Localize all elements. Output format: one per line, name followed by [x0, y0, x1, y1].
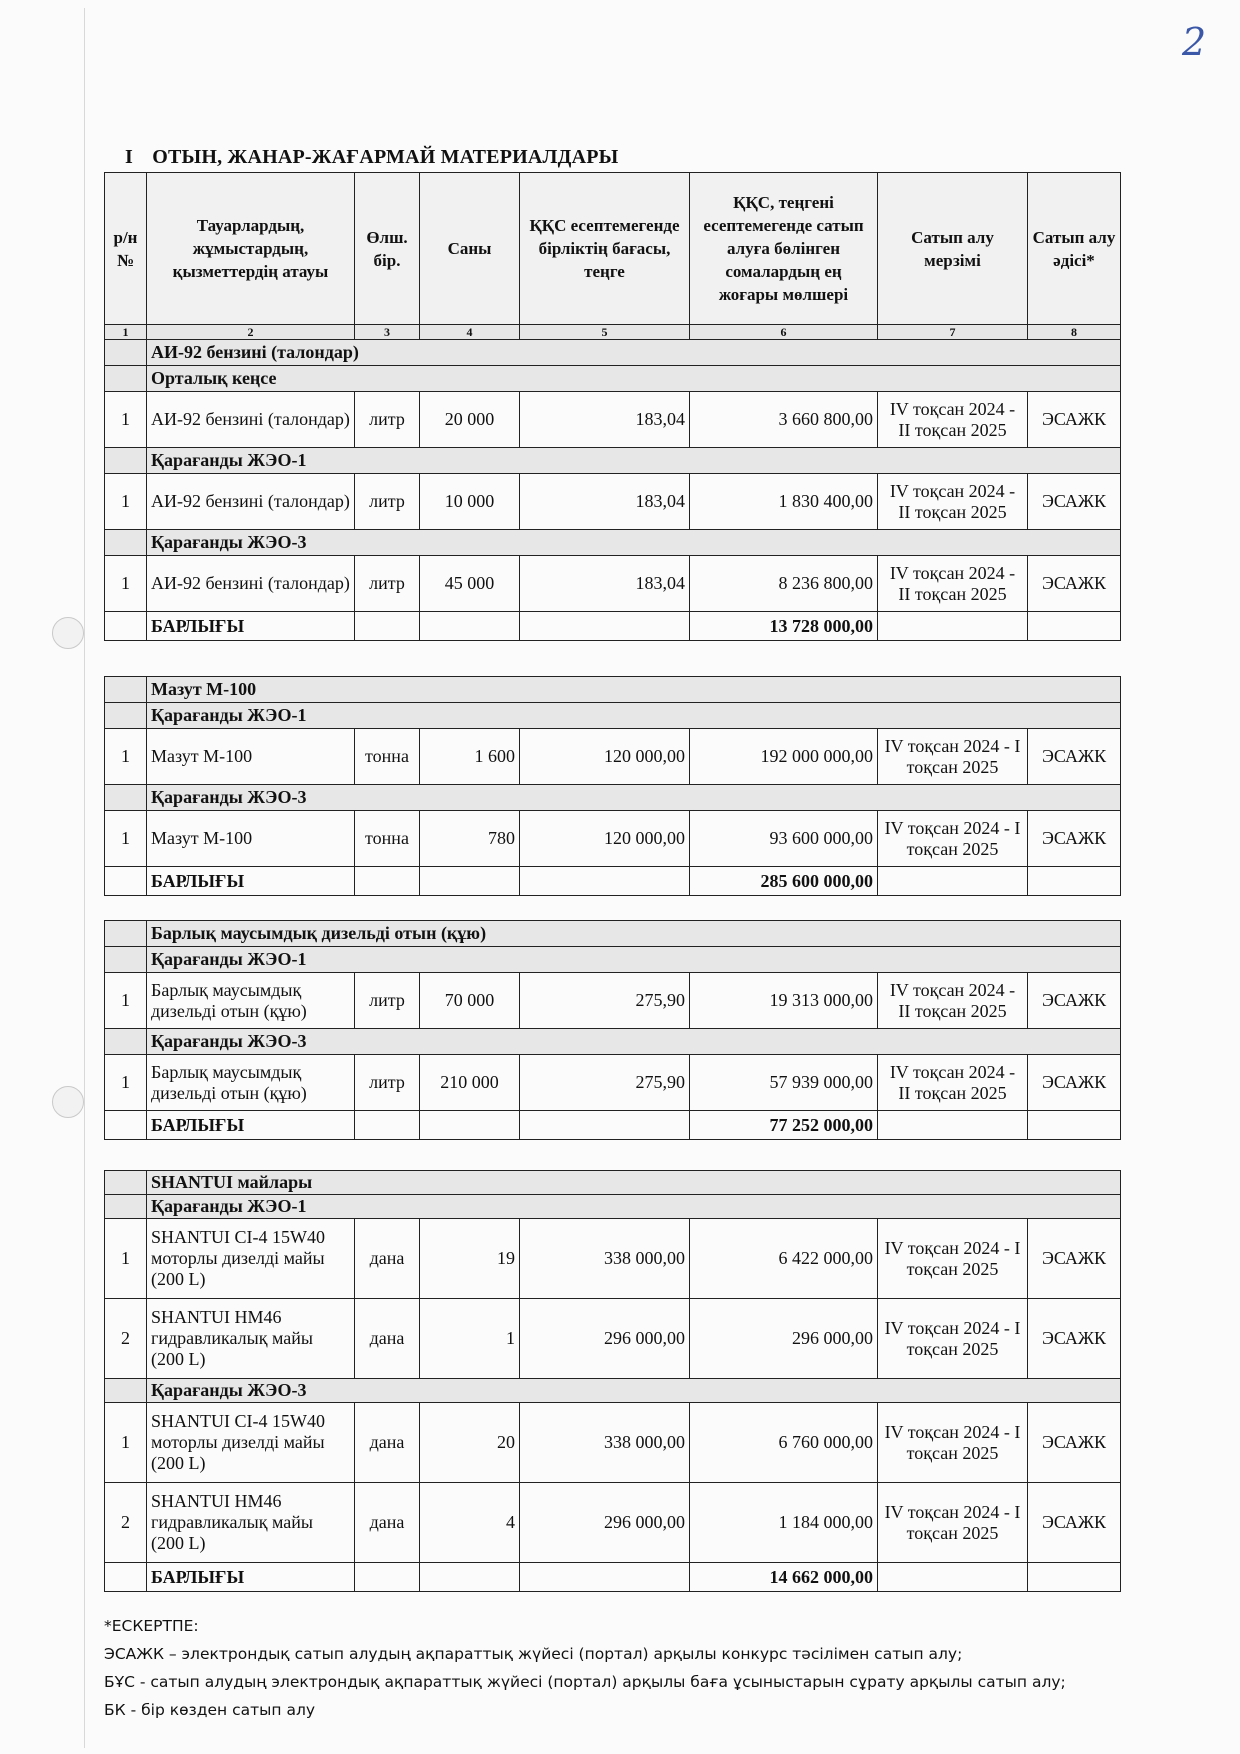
item-unit: литр: [355, 392, 420, 448]
item-price: 296 000,00: [520, 1299, 690, 1379]
item-method: ЭСАЖК: [1028, 556, 1121, 612]
item-name: АИ-92 бензині (талондар): [147, 556, 355, 612]
group-row: [105, 947, 1121, 973]
row-number: 1: [105, 556, 147, 612]
item-qty: 4: [420, 1483, 520, 1563]
item-period: IV тоқсан 2024 - I тоқсан 2025: [878, 1299, 1028, 1379]
row-number: 1: [105, 811, 147, 867]
item-unit: литр: [355, 1055, 420, 1111]
item-name: Мазут М-100: [147, 811, 355, 867]
row-number: 1: [105, 1403, 147, 1483]
punch-hole-bottom: [52, 1086, 86, 1116]
item-period: IV тоқсан 2024 - I тоқсан 2025: [878, 811, 1028, 867]
block-title-row: [105, 677, 1121, 703]
footnotes: [104, 1612, 1066, 1724]
item-qty: 1 600: [420, 729, 520, 785]
item-period: IV тоқсан 2024 - I тоқсан 2025: [878, 1219, 1028, 1299]
item-unit: литр: [355, 973, 420, 1029]
row-number: 1: [105, 1219, 147, 1299]
row-number: 2: [105, 1299, 147, 1379]
item-sum: 93 600 000,00: [690, 811, 878, 867]
group-name: Қарағанды ЖЭО-3: [147, 1379, 1121, 1403]
item-method: ЭСАЖК: [1028, 1403, 1121, 1483]
item-unit: тонна: [355, 729, 420, 785]
item-qty: 10 000: [420, 474, 520, 530]
block-title: Барлық маусымдық дизельді отын (құю): [147, 921, 1121, 947]
item-qty: 45 000: [420, 556, 520, 612]
item-unit: литр: [355, 474, 420, 530]
total-value: 285 600 000,00: [690, 867, 878, 896]
item-name: АИ-92 бензині (талондар): [147, 474, 355, 530]
item-method: ЭСАЖК: [1028, 811, 1121, 867]
group-name: Қарағанды ЖЭО-3: [147, 1029, 1121, 1055]
group-row: [105, 1029, 1121, 1055]
item-sum: 1 830 400,00: [690, 474, 878, 530]
item-sum: 19 313 000,00: [690, 973, 878, 1029]
item-name: SHANTUI CI-4 15W40 моторлы дизелді майы (200 L): [147, 1403, 355, 1483]
row-number: 1: [105, 973, 147, 1029]
item-sum: 57 939 000,00: [690, 1055, 878, 1111]
header-cell: ҚҚС есептемегенде бірліктің бағасы, теңге: [520, 173, 690, 325]
group-name: Орталық кеңсе: [147, 366, 1121, 392]
item-period: IV тоқсан 2024 - II тоқсан 2025: [878, 973, 1028, 1029]
item-name: Мазут М-100: [147, 729, 355, 785]
footnote-line: БК - бір көзден сатып алу: [104, 1701, 316, 1719]
item-price: 120 000,00: [520, 811, 690, 867]
column-number: 8: [1028, 325, 1121, 340]
item-sum: 1 184 000,00: [690, 1483, 878, 1563]
item-method: ЭСАЖК: [1028, 1055, 1121, 1111]
table-row: [105, 1299, 1121, 1379]
table-row: [105, 1483, 1121, 1563]
group-name: Қарағанды ЖЭО-3: [147, 785, 1121, 811]
item-name: Барлық маусымдық дизельді отын (құю): [147, 973, 355, 1029]
table-block-1: [104, 172, 1121, 641]
block-title: Мазут М-100: [147, 677, 1121, 703]
item-period: IV тоқсан 2024 - II тоқсан 2025: [878, 392, 1028, 448]
header-cell: р/н №: [105, 173, 147, 325]
item-method: ЭСАЖК: [1028, 392, 1121, 448]
header-cell: Тауарлардың, жұмыстардың, қызметтердің атауы: [147, 173, 355, 325]
block-title: АИ-92 бензині (талондар): [147, 340, 1121, 366]
item-period: IV тоқсан 2024 - I тоқсан 2025: [878, 1483, 1028, 1563]
column-number: 4: [420, 325, 520, 340]
group-name: Қарағанды ЖЭО-1: [147, 947, 1121, 973]
item-price: 275,90: [520, 973, 690, 1029]
total-label: БАРЛЫҒЫ: [147, 612, 355, 641]
item-name: SHANTUI HM46 гидравликалық майы (200 L): [147, 1299, 355, 1379]
table-row: [105, 1219, 1121, 1299]
total-row: [105, 612, 1121, 641]
column-number: 2: [147, 325, 355, 340]
table-block-3: [104, 920, 1121, 1140]
item-sum: 296 000,00: [690, 1299, 878, 1379]
block-title-row: [105, 921, 1121, 947]
item-qty: 780: [420, 811, 520, 867]
header-cell: Сатып алу мерзімі: [878, 173, 1028, 325]
item-method: ЭСАЖК: [1028, 474, 1121, 530]
item-unit: дана: [355, 1299, 420, 1379]
handwritten-page-number: 2: [1182, 20, 1207, 64]
item-sum: 6 760 000,00: [690, 1403, 878, 1483]
group-row: [105, 1379, 1121, 1403]
section-title: [125, 146, 619, 169]
table-block-2: [104, 676, 1121, 896]
item-unit: дана: [355, 1219, 420, 1299]
item-method: ЭСАЖК: [1028, 973, 1121, 1029]
item-sum: 8 236 800,00: [690, 556, 878, 612]
row-number: 1: [105, 1055, 147, 1111]
row-number: 1: [105, 729, 147, 785]
item-price: 338 000,00: [520, 1219, 690, 1299]
item-price: 338 000,00: [520, 1403, 690, 1483]
row-number: 1: [105, 474, 147, 530]
item-price: 120 000,00: [520, 729, 690, 785]
item-price: 183,04: [520, 556, 690, 612]
item-method: ЭСАЖК: [1028, 1219, 1121, 1299]
group-row: [105, 703, 1121, 729]
item-qty: 20 000: [420, 392, 520, 448]
group-name: Қарағанды ЖЭО-1: [147, 703, 1121, 729]
total-row: [105, 1111, 1121, 1140]
group-name: Қарағанды ЖЭО-1: [147, 1195, 1121, 1219]
item-period: IV тоқсан 2024 - II тоқсан 2025: [878, 1055, 1028, 1111]
group-name: Қарағанды ЖЭО-1: [147, 448, 1121, 474]
total-value: 13 728 000,00: [690, 612, 878, 641]
total-label: БАРЛЫҒЫ: [147, 1111, 355, 1140]
table-row: [105, 811, 1121, 867]
column-number: 5: [520, 325, 690, 340]
table-row: [105, 474, 1121, 530]
item-method: ЭСАЖК: [1028, 1299, 1121, 1379]
block-title: SHANTUI майлары: [147, 1171, 1121, 1195]
item-sum: 3 660 800,00: [690, 392, 878, 448]
header-cell: Сатып алу әдісі*: [1028, 173, 1121, 325]
footnote-heading: *ЕСКЕРТПЕ:: [104, 1617, 199, 1635]
punch-hole-top: [52, 617, 86, 647]
item-name: SHANTUI CI-4 15W40 моторлы дизелді майы (200 L): [147, 1219, 355, 1299]
item-period: IV тоқсан 2024 - II тоқсан 2025: [878, 474, 1028, 530]
group-row: [105, 366, 1121, 392]
item-qty: 70 000: [420, 973, 520, 1029]
column-number: 7: [878, 325, 1028, 340]
item-name: АИ-92 бензині (талондар): [147, 392, 355, 448]
table-row: [105, 556, 1121, 612]
item-sum: 6 422 000,00: [690, 1219, 878, 1299]
total-label: БАРЛЫҒЫ: [147, 1563, 355, 1592]
item-qty: 19: [420, 1219, 520, 1299]
item-unit: литр: [355, 556, 420, 612]
item-name: Барлық маусымдық дизельді отын (құю): [147, 1055, 355, 1111]
header-row: [105, 173, 1121, 325]
column-number: 6: [690, 325, 878, 340]
group-row: [105, 785, 1121, 811]
item-period: IV тоқсан 2024 - II тоқсан 2025: [878, 556, 1028, 612]
item-qty: 1: [420, 1299, 520, 1379]
item-period: IV тоқсан 2024 - I тоқсан 2025: [878, 729, 1028, 785]
table-row: [105, 392, 1121, 448]
group-row: [105, 1195, 1121, 1219]
footnote-line: ЭСАЖК – электрондық сатып алудың ақпараттық жүйесі (портал) арқылы конкурс тәсілімен сатып алу;: [104, 1645, 963, 1663]
group-row: [105, 530, 1121, 556]
row-number: 1: [105, 392, 147, 448]
item-price: 296 000,00: [520, 1483, 690, 1563]
item-qty: 20: [420, 1403, 520, 1483]
page-fold-line: [84, 8, 85, 1748]
row-number: 2: [105, 1483, 147, 1563]
table-row: [105, 973, 1121, 1029]
section-title-text: ОТЫН, ЖАНАР-ЖАҒАРМАЙ МАТЕРИАЛДАРЫ: [152, 146, 619, 168]
total-label: БАРЛЫҒЫ: [147, 867, 355, 896]
item-sum: 192 000 000,00: [690, 729, 878, 785]
header-cell: Саны: [420, 173, 520, 325]
column-number: 3: [355, 325, 420, 340]
total-value: 77 252 000,00: [690, 1111, 878, 1140]
total-value: 14 662 000,00: [690, 1563, 878, 1592]
item-price: 275,90: [520, 1055, 690, 1111]
header-cell: ҚҚС, теңгені есептемегенде сатып алуға бөлінген сомалардың ең жоғары мөлшері: [690, 173, 878, 325]
total-row: [105, 1563, 1121, 1592]
item-unit: дана: [355, 1483, 420, 1563]
item-method: ЭСАЖК: [1028, 1483, 1121, 1563]
table-row: [105, 729, 1121, 785]
table-block-4: [104, 1170, 1121, 1592]
item-price: 183,04: [520, 392, 690, 448]
item-qty: 210 000: [420, 1055, 520, 1111]
block-title-row: [105, 340, 1121, 366]
section-number: I: [125, 146, 133, 168]
table-row: [105, 1403, 1121, 1483]
block-title-row: [105, 1171, 1121, 1195]
column-number-row: [105, 325, 1121, 340]
total-row: [105, 867, 1121, 896]
footnote-line: БҰС - сатып алудың электрондық ақпараттық жүйесі (портал) арқылы баға ұсыныстарын сұрату арқылы сатып алу;: [104, 1673, 1066, 1691]
item-price: 183,04: [520, 474, 690, 530]
item-method: ЭСАЖК: [1028, 729, 1121, 785]
table-row: [105, 1055, 1121, 1111]
item-unit: тонна: [355, 811, 420, 867]
item-unit: дана: [355, 1403, 420, 1483]
group-row: [105, 448, 1121, 474]
header-cell: Өлш. бір.: [355, 173, 420, 325]
column-number: 1: [105, 325, 147, 340]
group-name: Қарағанды ЖЭО-3: [147, 530, 1121, 556]
item-name: SHANTUI HM46 гидравликалық майы (200 L): [147, 1483, 355, 1563]
item-period: IV тоқсан 2024 - I тоқсан 2025: [878, 1403, 1028, 1483]
